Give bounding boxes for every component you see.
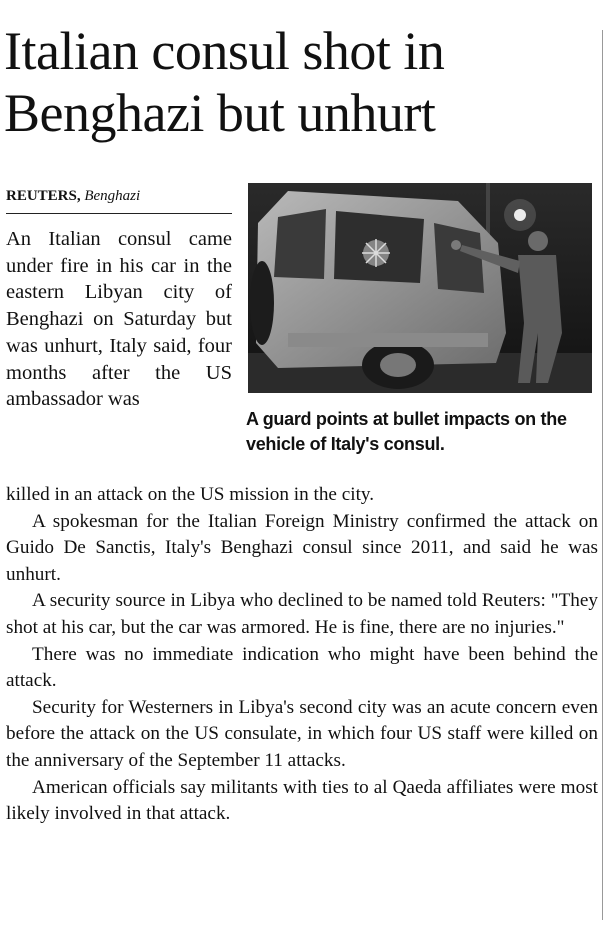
byline-agency: REUTERS, [6, 188, 81, 204]
headline: Italian consul shot in Benghazi but unhurt [4, 21, 445, 143]
body-paragraph: A spokesman for the Italian Foreign Ministry confirmed the attack on Guido De Sanctis, Italy's Benghazi consul since 2011, and said he was unhurt. [6, 510, 598, 585]
body-paragraph: A security source in Libya who declined to be named told Reuters: "They shot at his car, but the car was armored. He is fine, there are no injuries." [6, 590, 598, 638]
body-paragraph: Security for Westerners in Libya's second city was an acute concern even before the attack on the US consulate, in which four US staff were killed on the anniversary of the September 11 attacks. [6, 696, 598, 771]
byline-location: Benghazi [84, 188, 141, 204]
lead-continuation: killed in an attack on the US mission in the city. [6, 484, 375, 505]
vehicle-photo-illustration [248, 183, 592, 393]
photo-caption: A guard points at bullet impacts on the vehicle of Italy's consul. [246, 409, 567, 454]
byline [6, 188, 232, 214]
news-photo [248, 183, 592, 393]
lead-paragraph: An Italian consul came under fire in his car in the eastern Libyan city of Benghazi on Saturday but was unhurt, Italy said, four months after the US ambassador was [6, 228, 232, 411]
body-paragraph: There was no immediate indication who might have been behind the attack. [6, 643, 598, 692]
article-body [6, 482, 598, 828]
column-rule [602, 30, 603, 920]
body-paragraph: American officials say militants with ties to al Qaeda affiliates were most likely involved in that attack. [6, 776, 598, 825]
